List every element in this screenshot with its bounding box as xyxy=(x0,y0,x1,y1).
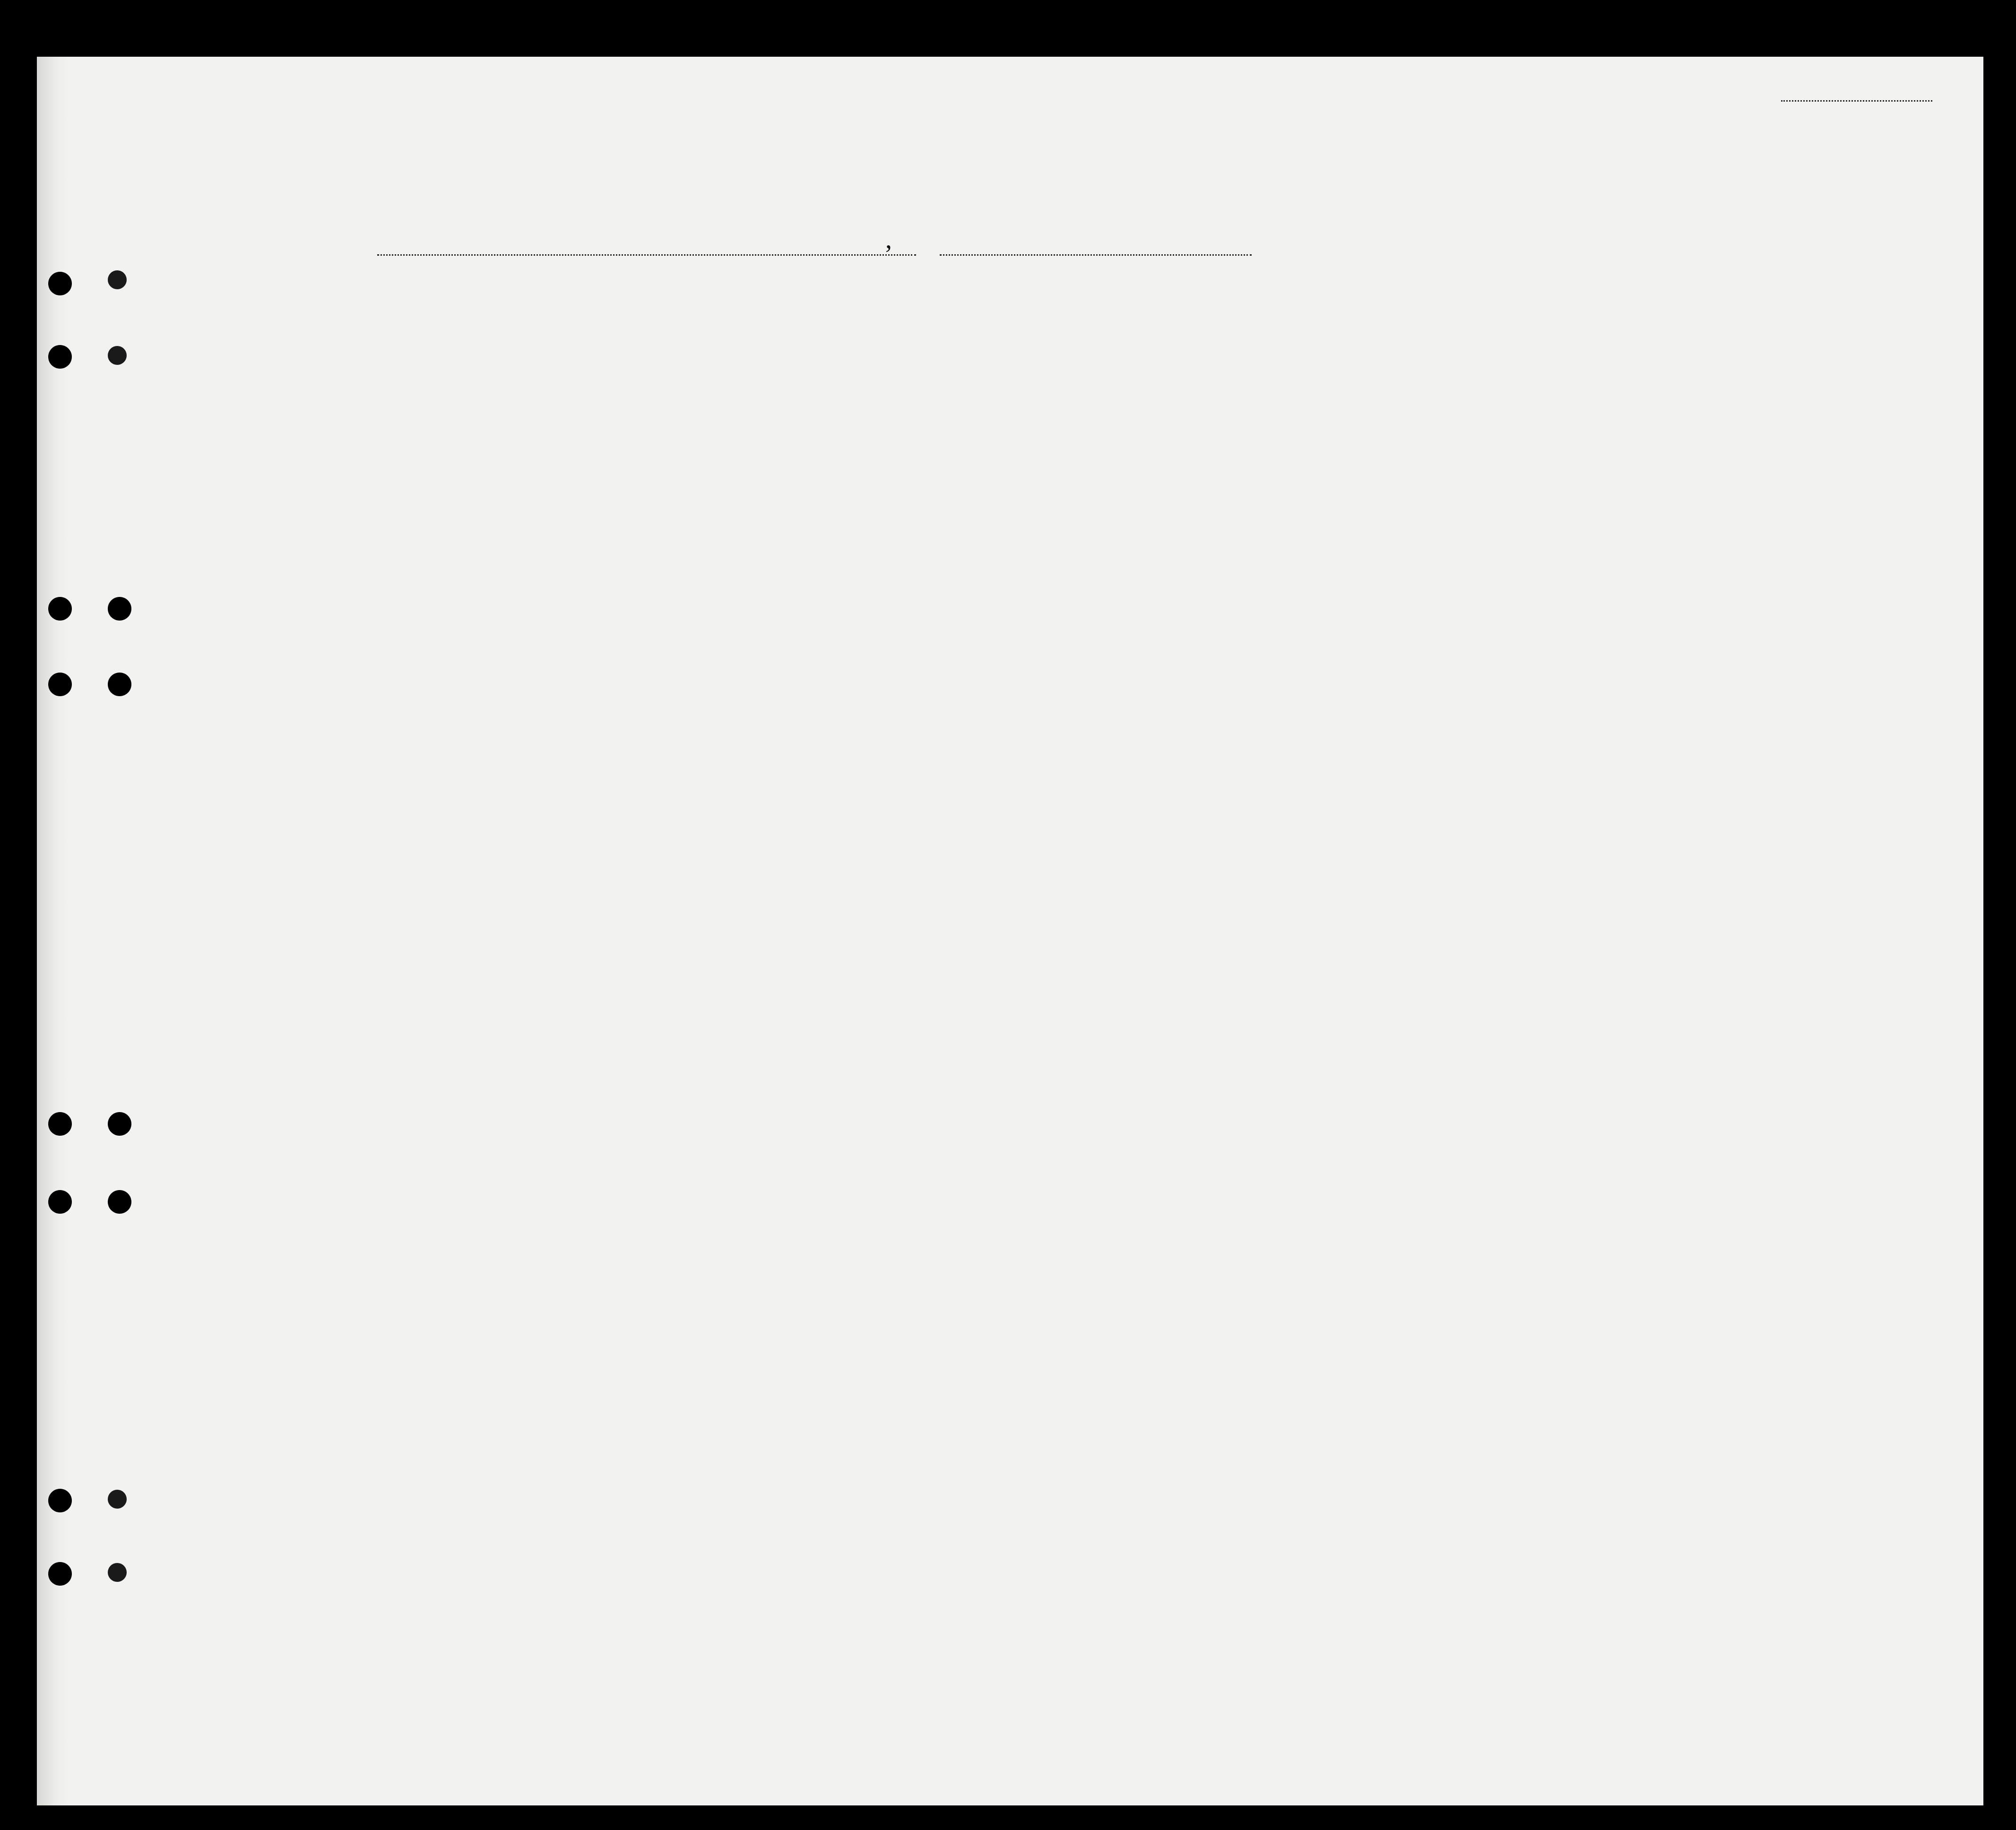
list-number-line xyxy=(1781,100,1932,102)
date-line xyxy=(940,254,1252,256)
punch-hole xyxy=(108,673,131,696)
punch-hole xyxy=(48,673,72,696)
punch-hole xyxy=(108,1190,131,1214)
comma: , xyxy=(885,225,892,254)
punch-hole xyxy=(108,270,127,289)
punch-hole xyxy=(108,1112,131,1136)
punch-hole xyxy=(48,1489,72,1512)
manifest-page xyxy=(37,57,1983,1805)
punch-hole xyxy=(48,345,72,369)
punch-hole xyxy=(48,272,72,295)
punch-hole xyxy=(48,597,72,621)
port-line xyxy=(377,254,916,256)
punch-hole xyxy=(108,346,127,365)
binding-strip xyxy=(37,57,67,1805)
punch-hole xyxy=(48,1190,72,1214)
punch-hole xyxy=(108,597,131,621)
punch-hole xyxy=(48,1112,72,1136)
punch-hole xyxy=(48,1562,72,1586)
punch-hole xyxy=(108,1563,127,1582)
punch-hole xyxy=(108,1490,127,1509)
